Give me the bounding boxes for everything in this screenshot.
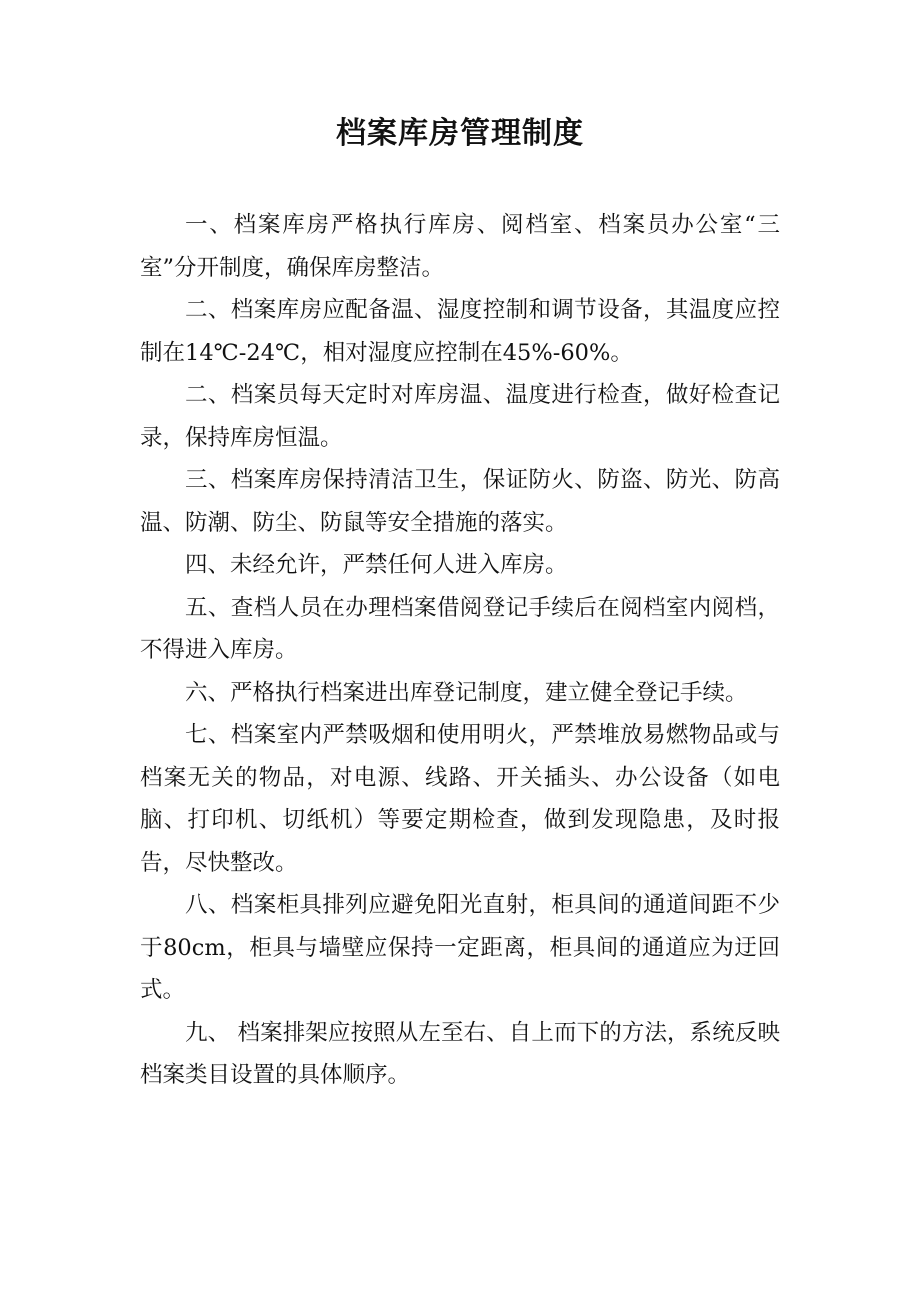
paragraph-9: 八、档案柜具排列应避免阳光直射，柜具间的通道间距不少于80cm，柜具与墙壁应保持一定距离，柜具间的通道应为迂回式。 bbox=[140, 892, 780, 1003]
paragraph-10: 九、 档案排架应按照从左至右、自上而下的方法，系统反映档案类目设置的具体顺序。 bbox=[140, 1019, 780, 1088]
document-title: 档案库房管理制度 bbox=[336, 116, 584, 151]
paragraph-7: 六、严格执行档案进出库登记制度，建立健全登记手续。 bbox=[185, 679, 748, 706]
document-body bbox=[140, 204, 780, 1097]
paragraph-5: 四、未经允许，严禁任何人进入库房。 bbox=[185, 552, 568, 578]
paragraph-1: 一、档案库房严格执行库房、阅档室、档案员办公室“三室”分开制度，确保库房整洁。 bbox=[140, 212, 780, 281]
paragraph-6: 五、查档人员在办理档案借阅登记手续后在阅档室内阅档，不得进入库房。 bbox=[140, 594, 780, 663]
paragraph-4: 三、档案库房保持清洁卫生，保证防火、防盗、防光、防高温、防潮、防尘、防鼠等安全措施的落实。 bbox=[140, 467, 780, 536]
paragraph-2: 二、档案库房应配备温、湿度控制和调节设备，其温度应控制在14℃-24℃，相对湿度应控制在45%-60%。 bbox=[140, 297, 780, 366]
paragraph-3: 二、档案员每天定时对库房温、温度进行检查，做好检查记录，保持库房恒温。 bbox=[140, 382, 780, 451]
paragraph-8: 七、档案室内严禁吸烟和使用明火，严禁堆放易燃物品或与档案无关的物品，对电源、线路、开关插头、办公设备（如电脑、打印机、切纸机）等要定期检查，做到发现隐患，及时报告，尽快整改。 bbox=[140, 722, 780, 876]
